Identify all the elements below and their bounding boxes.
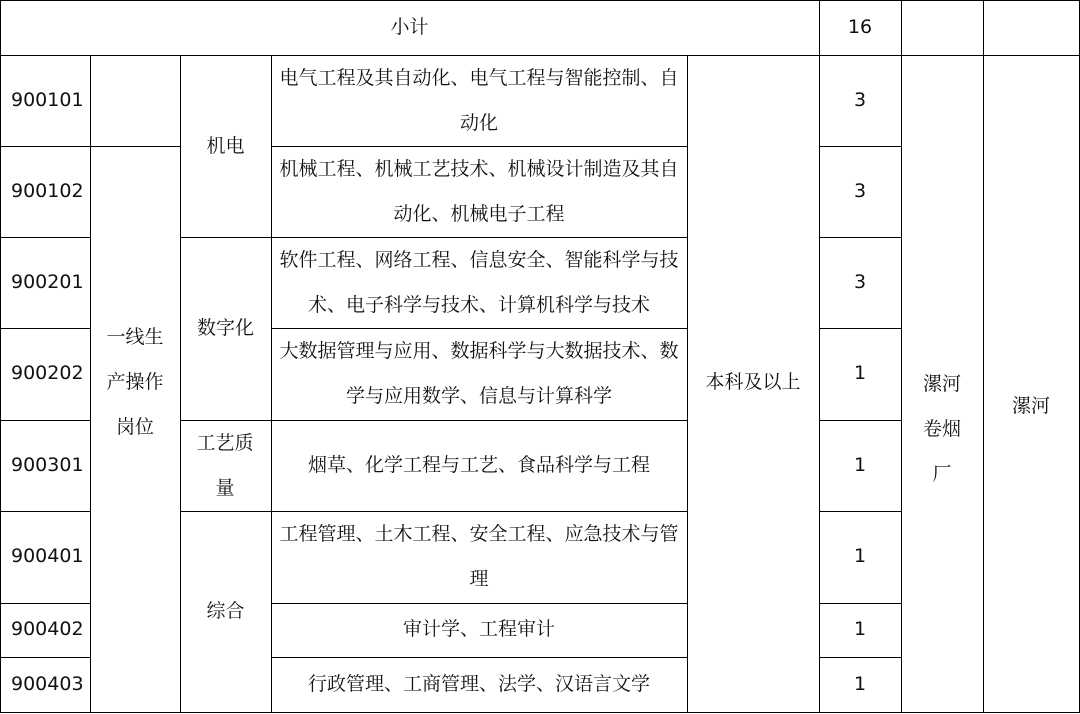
job-code: 900201 — [11, 271, 84, 293]
grid-line — [271, 657, 687, 658]
hire-count: 3 — [853, 180, 867, 202]
job-code: 900202 — [11, 362, 84, 384]
job-code: 900403 — [11, 673, 84, 695]
major-requirement: 大数据管理与应用、数据科学与大数据技术、数学与应用数学、信息与计算科学 — [279, 340, 679, 407]
category-cell: 工艺质量 — [196, 432, 254, 499]
grid-line — [0, 0, 1080, 1]
hire-count: 1 — [853, 618, 867, 640]
grid-line — [819, 146, 901, 147]
grid-line — [180, 420, 687, 421]
job-code: 900101 — [11, 89, 84, 111]
hire-count: 3 — [853, 89, 867, 111]
grid-line — [0, 603, 90, 604]
subtotal-count: 16 — [847, 16, 873, 38]
major-requirement: 电气工程及其自动化、电气工程与智能控制、自动化 — [279, 67, 679, 134]
major-requirement: 审计学、工程审计 — [402, 618, 555, 640]
major-requirement: 机械工程、机械工艺技术、机械设计制造及其自动化、机械电子工程 — [279, 158, 679, 225]
major-requirement: 行政管理、工商管理、法学、汉语言文学 — [307, 673, 650, 695]
grid-line — [90, 0, 91, 1]
major-requirement: 工程管理、土木工程、安全工程、应急技术与管理 — [279, 523, 679, 590]
work-location: 漯河 — [1011, 395, 1050, 417]
hire-count: 1 — [853, 673, 867, 695]
job-code: 900401 — [11, 545, 84, 567]
grid-line — [0, 712, 1080, 713]
employer-unit: 漯河卷烟厂 — [922, 373, 961, 485]
grid-line — [271, 603, 687, 604]
grid-line — [0, 511, 90, 512]
major-requirement: 软件工程、网络工程、信息安全、智能科学与技术、电子科学与技术、计算机科学与技术 — [279, 249, 679, 316]
category-cell: 机电 — [206, 135, 245, 157]
grid-line — [90, 55, 91, 713]
grid-line — [819, 603, 901, 604]
hire-count: 1 — [853, 362, 867, 384]
job-code: 900402 — [11, 618, 84, 640]
job-code: 900102 — [11, 180, 84, 202]
subtotal-label: 小计 — [390, 16, 429, 38]
grid-line — [901, 0, 902, 713]
grid-line — [0, 420, 90, 421]
job-code: 900301 — [11, 454, 84, 476]
grid-line — [983, 0, 984, 713]
grid-line — [0, 237, 90, 238]
hire-count: 3 — [853, 271, 867, 293]
category-cell: 综合 — [206, 600, 245, 622]
grid-line — [0, 657, 90, 658]
position-type: 一线生产操作岗位 — [106, 326, 164, 438]
education-requirement: 本科及以上 — [705, 371, 801, 393]
grid-line — [0, 328, 90, 329]
grid-line — [819, 237, 901, 238]
hire-count: 1 — [853, 545, 867, 567]
major-requirement: 烟草、化学工程与工艺、食品科学与工程 — [307, 454, 650, 476]
grid-line — [819, 511, 901, 512]
grid-line — [819, 328, 901, 329]
hire-count: 1 — [853, 454, 867, 476]
grid-line — [819, 657, 901, 658]
grid-line — [0, 0, 1, 713]
grid-line — [819, 420, 901, 421]
category-cell: 数字化 — [196, 317, 254, 339]
